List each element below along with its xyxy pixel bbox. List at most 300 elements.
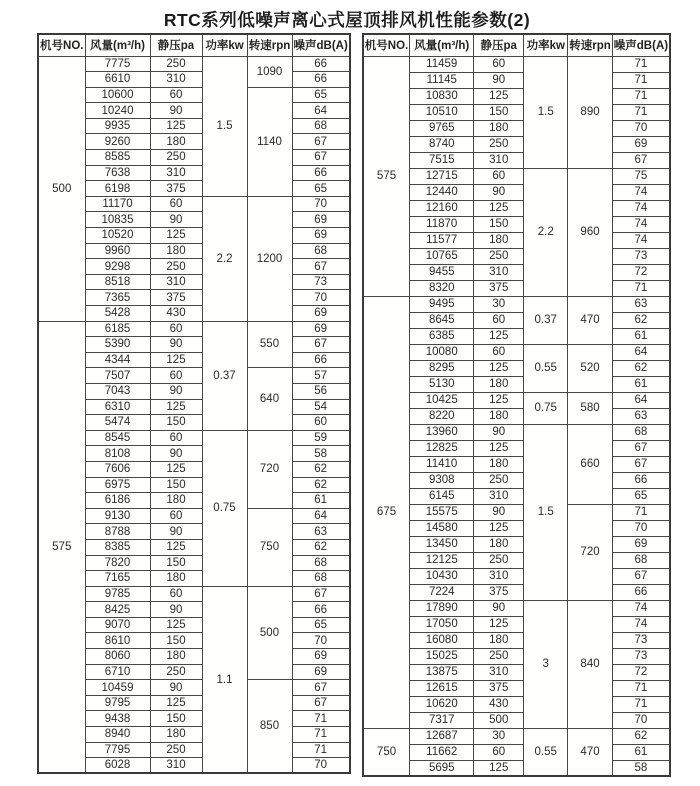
pressure-cell: 60 [474,744,524,760]
power-cell: 0.75 [202,430,247,586]
flow-cell: 6975 [85,477,150,493]
speed-cell: 470 [568,296,613,344]
noise-cell: 74 [612,184,670,200]
noise-cell: 66 [292,72,350,88]
flow-cell: 7317 [410,712,474,728]
power-cell: 2.2 [202,196,247,321]
pressure-cell: 180 [150,243,202,259]
flow-cell: 8585 [85,150,150,166]
pressure-cell: 430 [150,306,202,322]
noise-cell: 67 [612,440,670,456]
table-row [38,524,350,540]
flow-cell: 12825 [410,440,474,456]
noise-cell: 70 [612,120,670,136]
noise-cell: 67 [292,259,350,275]
pressure-cell: 180 [474,232,524,248]
flow-cell: 6028 [85,758,150,774]
noise-cell: 61 [612,744,670,760]
noise-cell: 69 [612,136,670,152]
pressure-cell: 375 [474,280,524,296]
speed-cell: 840 [568,600,613,728]
power-cell: 1.5 [524,56,568,168]
pressure-cell: 180 [150,571,202,587]
table-row [363,88,670,104]
pressure-cell: 60 [474,56,524,72]
header-row [363,34,670,56]
noise-cell: 62 [612,728,670,744]
pressure-cell: 90 [150,602,202,618]
noise-cell: 66 [612,584,670,600]
table-row [363,504,670,520]
table-row [38,571,350,587]
table-row [363,520,670,536]
noise-cell: 72 [612,664,670,680]
flow-cell: 6310 [85,399,150,415]
flow-cell: 10620 [410,696,474,712]
table-row [38,742,350,758]
pressure-cell: 90 [150,103,202,119]
noise-cell: 75 [612,168,670,184]
table-row [38,633,350,649]
pressure-cell: 250 [474,248,524,264]
table-row [363,568,670,584]
flow-cell: 11145 [410,72,474,88]
table-row [38,352,350,368]
flow-cell: 10835 [85,212,150,228]
noise-cell: 67 [292,134,350,150]
pressure-cell: 150 [150,415,202,431]
pressure-cell: 375 [474,680,524,696]
pressure-cell: 250 [150,259,202,275]
flow-cell: 6710 [85,664,150,680]
table-row [38,695,350,711]
table-row [363,56,670,72]
power-cell: 3 [524,600,568,728]
noise-cell: 65 [612,488,670,504]
speed-cell: 500 [247,586,292,680]
noise-cell: 62 [292,461,350,477]
pressure-cell: 180 [474,376,524,392]
pressure-cell: 250 [474,472,524,488]
pressure-cell: 125 [150,539,202,555]
speed-cell: 890 [568,56,613,168]
table-row [38,727,350,743]
pressure-cell: 60 [150,430,202,446]
table-row [363,248,670,264]
noise-cell: 73 [292,274,350,290]
pressure-cell: 250 [150,742,202,758]
table-row [363,280,670,296]
table-row [363,472,670,488]
noise-cell: 67 [292,337,350,353]
table-row [38,118,350,134]
flow-cell: 6385 [410,328,474,344]
noise-cell: 69 [292,306,350,322]
flow-cell: 6145 [410,488,474,504]
table-row [363,392,670,408]
power-cell: 1.1 [202,586,247,773]
column-header-speed: 转速rpn [247,34,292,56]
table-row [363,488,670,504]
column-header-flow: 风量(m³/h) [410,34,474,56]
table-row [363,616,670,632]
table-row [38,306,350,322]
pressure-cell: 125 [150,118,202,134]
table-row [38,87,350,103]
flow-cell: 8788 [85,524,150,540]
table-row [363,136,670,152]
column-header-pressure: 静压pa [150,34,202,56]
speed-cell: 550 [247,321,292,368]
table-row [363,216,670,232]
pressure-cell: 310 [474,264,524,280]
speed-cell: 580 [568,392,613,424]
flow-cell: 9935 [85,118,150,134]
pressure-cell: 150 [150,555,202,571]
pressure-cell: 125 [474,88,524,104]
noise-cell: 62 [612,360,670,376]
noise-cell: 68 [292,243,350,259]
flow-cell: 11870 [410,216,474,232]
flow-cell: 4344 [85,352,150,368]
noise-cell: 67 [292,150,350,166]
pressure-cell: 90 [474,72,524,88]
flow-cell: 10830 [410,88,474,104]
flow-cell: 9260 [85,134,150,150]
pressure-cell: 60 [150,368,202,384]
flow-cell: 10430 [410,568,474,584]
noise-cell: 66 [292,602,350,618]
flow-cell: 8295 [410,360,474,376]
flow-cell: 12715 [410,168,474,184]
noise-cell: 67 [292,695,350,711]
speed-cell: 850 [247,680,292,774]
flow-cell: 7638 [85,165,150,181]
table-row [363,440,670,456]
flow-cell: 13450 [410,536,474,552]
noise-cell: 56 [292,383,350,399]
table-row [38,602,350,618]
noise-cell: 70 [292,633,350,649]
performance-table-right [362,33,671,777]
noise-cell: 68 [612,424,670,440]
flow-cell: 7224 [410,584,474,600]
pressure-cell: 125 [474,440,524,456]
column-header-noise: 噪声dB(A) [292,34,350,56]
noise-cell: 65 [292,181,350,197]
flow-cell: 10240 [85,103,150,119]
table-row [38,680,350,696]
table-row [38,555,350,571]
flow-cell: 11577 [410,232,474,248]
pressure-cell: 180 [474,536,524,552]
table-row [38,539,350,555]
noise-cell: 67 [612,456,670,472]
flow-cell: 10425 [410,392,474,408]
noise-cell: 69 [612,536,670,552]
pressure-cell: 90 [474,184,524,200]
noise-cell: 69 [292,212,350,228]
noise-cell: 68 [292,571,350,587]
power-cell: 1.5 [524,424,568,600]
pressure-cell: 250 [150,56,202,72]
noise-cell: 63 [612,296,670,312]
table-row [363,360,670,376]
flow-cell: 10765 [410,248,474,264]
pressure-cell: 125 [474,616,524,632]
noise-cell: 72 [612,264,670,280]
table-row [363,152,670,168]
noise-cell: 54 [292,399,350,415]
power-cell: 0.37 [202,321,247,430]
noise-cell: 69 [292,649,350,665]
machine-no-cell: 750 [363,728,410,776]
power-cell: 0.55 [524,728,568,776]
flow-cell: 9455 [410,264,474,280]
table-row [38,415,350,431]
pressure-cell: 180 [474,120,524,136]
table-row [363,72,670,88]
flow-cell: 8320 [410,280,474,296]
column-header-machine-no: 机号NO. [38,34,85,56]
pressure-cell: 125 [150,617,202,633]
pressure-cell: 125 [474,360,524,376]
table-row [38,711,350,727]
pressure-cell: 90 [150,383,202,399]
noise-cell: 70 [292,196,350,212]
flow-cell: 9438 [85,711,150,727]
table-row [38,243,350,259]
speed-cell: 470 [568,728,613,776]
column-header-power: 功率kw [202,34,247,56]
table-row [363,696,670,712]
table-row [363,184,670,200]
page-title: RTC系列低噪声离心式屋顶排风机性能参数(2) [163,10,531,30]
flow-cell: 8108 [85,446,150,462]
flow-cell: 5428 [85,306,150,322]
noise-cell: 62 [612,312,670,328]
table-row [363,648,670,664]
flow-cell: 17890 [410,600,474,616]
pressure-cell: 310 [150,274,202,290]
pressure-cell: 90 [150,524,202,540]
noise-cell: 73 [612,648,670,664]
noise-cell: 71 [612,56,670,72]
noise-cell: 67 [292,680,350,696]
table-row [38,477,350,493]
pressure-cell: 90 [150,212,202,228]
table-row [363,552,670,568]
noise-cell: 74 [612,616,670,632]
table-row [363,680,670,696]
noise-cell: 73 [612,248,670,264]
pressure-cell: 310 [150,758,202,774]
table-row [363,312,670,328]
noise-cell: 69 [292,664,350,680]
speed-cell: 1200 [247,196,292,321]
speed-cell: 750 [247,508,292,586]
flow-cell: 6198 [85,181,150,197]
pressure-cell: 250 [150,664,202,680]
pressure-cell: 125 [474,760,524,776]
pressure-cell: 150 [474,216,524,232]
pressure-cell: 150 [150,477,202,493]
pressure-cell: 90 [150,446,202,462]
table-row [363,600,670,616]
table-row [38,399,350,415]
noise-cell: 70 [292,290,350,306]
pressure-cell: 125 [150,695,202,711]
table-row [363,168,670,184]
flow-cell: 8060 [85,649,150,665]
column-header-pressure: 静压pa [474,34,524,56]
noise-cell: 64 [292,103,350,119]
flow-cell: 9765 [410,120,474,136]
noise-cell: 58 [612,760,670,776]
noise-cell: 74 [612,216,670,232]
column-header-speed: 转速rpn [568,34,613,56]
pressure-cell: 125 [474,392,524,408]
column-header-noise: 噪声dB(A) [612,34,670,56]
noise-cell: 74 [612,200,670,216]
flow-cell: 5695 [410,760,474,776]
noise-cell: 71 [292,711,350,727]
flow-cell: 11459 [410,56,474,72]
table-row [38,664,350,680]
flow-cell: 9130 [85,508,150,524]
table-row [363,344,670,360]
table-row [363,760,670,776]
noise-cell: 67 [292,586,350,602]
pressure-cell: 180 [150,727,202,743]
table-row [38,56,350,72]
flow-cell: 7165 [85,571,150,587]
table-row [363,120,670,136]
column-header-power: 功率kw [524,34,568,56]
flow-cell: 12125 [410,552,474,568]
noise-cell: 61 [292,493,350,509]
flow-cell: 14580 [410,520,474,536]
flow-cell: 7606 [85,461,150,477]
speed-cell: 960 [568,168,613,296]
noise-cell: 59 [292,430,350,446]
power-cell: 1.5 [202,56,247,196]
noise-cell: 74 [612,600,670,616]
flow-cell: 8425 [85,602,150,618]
flow-cell: 6610 [85,72,150,88]
speed-cell: 520 [568,344,613,392]
pressure-cell: 60 [150,196,202,212]
table-row [363,424,670,440]
table-row [38,430,350,446]
noise-cell: 71 [612,72,670,88]
flow-cell: 6186 [85,493,150,509]
noise-cell: 71 [612,88,670,104]
table-row [38,228,350,244]
pressure-cell: 30 [474,728,524,744]
flow-cell: 8645 [410,312,474,328]
flow-cell: 10600 [85,87,150,103]
flow-cell: 8740 [410,136,474,152]
pressure-cell: 310 [474,152,524,168]
noise-cell: 66 [292,352,350,368]
pressure-cell: 90 [474,504,524,520]
flow-cell: 7365 [85,290,150,306]
flow-cell: 8940 [85,727,150,743]
table-row [38,150,350,166]
pressure-cell: 90 [474,424,524,440]
machine-no-cell: 575 [363,56,410,296]
noise-cell: 66 [292,56,350,72]
pressure-cell: 310 [474,664,524,680]
flow-cell: 12687 [410,728,474,744]
table-row [363,744,670,760]
table-row [38,758,350,774]
speed-cell: 640 [247,368,292,430]
noise-cell: 67 [612,568,670,584]
pressure-cell: 180 [150,134,202,150]
table-row [363,536,670,552]
pressure-cell: 500 [474,712,524,728]
pressure-cell: 375 [474,584,524,600]
flow-cell: 8545 [85,430,150,446]
noise-cell: 63 [292,524,350,540]
pressure-cell: 125 [474,520,524,536]
noise-cell: 71 [612,280,670,296]
column-header-machine-no: 机号NO. [363,34,410,56]
table-row [38,586,350,602]
pressure-cell: 250 [150,150,202,166]
pressure-cell: 430 [474,696,524,712]
pressure-cell: 180 [474,632,524,648]
table-row [363,456,670,472]
noise-cell: 71 [612,680,670,696]
flow-cell: 5474 [85,415,150,431]
flow-cell: 9785 [85,586,150,602]
table-row [38,181,350,197]
speed-cell: 1140 [247,87,292,196]
noise-cell: 61 [612,376,670,392]
pressure-cell: 180 [150,493,202,509]
pressure-cell: 90 [474,600,524,616]
noise-cell: 68 [612,552,670,568]
pressure-cell: 375 [150,181,202,197]
pressure-cell: 60 [474,312,524,328]
noise-cell: 65 [292,617,350,633]
pressure-cell: 310 [150,72,202,88]
flow-cell: 9298 [85,259,150,275]
flow-cell: 17050 [410,616,474,632]
flow-cell: 9495 [410,296,474,312]
noise-cell: 70 [612,520,670,536]
table-row [363,328,670,344]
noise-cell: 69 [292,321,350,337]
noise-cell: 74 [612,232,670,248]
pressure-cell: 125 [474,200,524,216]
table-row [363,408,670,424]
speed-cell: 720 [247,430,292,508]
flow-cell: 7515 [410,152,474,168]
table-row [38,368,350,384]
flow-cell: 8610 [85,633,150,649]
power-cell: 0.75 [524,392,568,424]
flow-cell: 8220 [410,408,474,424]
flow-cell: 7043 [85,383,150,399]
table-row [38,259,350,275]
header-row [38,34,350,56]
pressure-cell: 125 [150,228,202,244]
pressure-cell: 60 [150,508,202,524]
